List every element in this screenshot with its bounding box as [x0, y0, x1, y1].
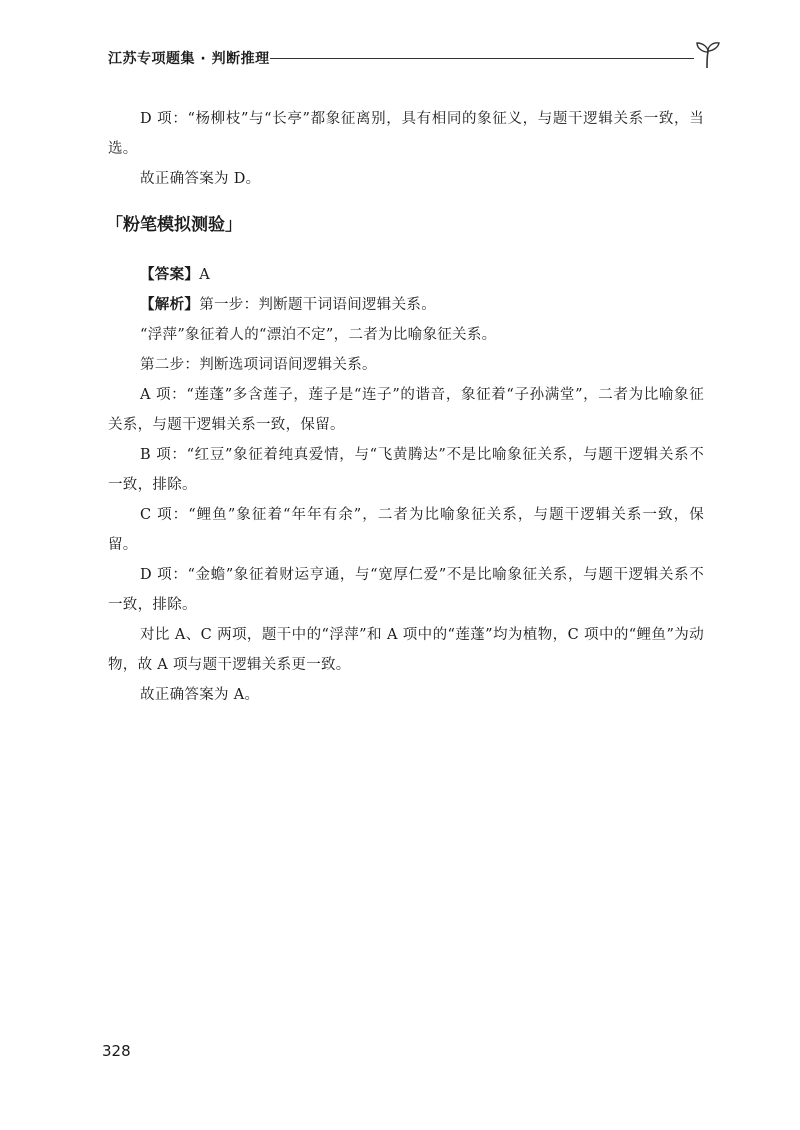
stem-relation: “浮萍”象征着人的“漂泊不定”，二者为比喻象征关系。 [140, 327, 497, 343]
sprout-icon [692, 40, 722, 70]
analysis-step1: 第一步：判断题干词语间逻辑关系。 [199, 297, 437, 313]
page-content [108, 104, 704, 710]
answer-tag: 【答案】 [140, 267, 200, 283]
section-title: 「粉笔模拟测验」 [106, 215, 242, 235]
option-d: D 项：“金蟾”象征着财运亨通，与“宽厚仁爱”不是比喻象征关系，与题干逻辑关系不一致，排除。 [108, 567, 704, 613]
analysis-tag: 【解析】 [140, 297, 200, 313]
step2: 第二步：判断选项词语间逻辑关系。 [140, 357, 377, 373]
answer-value: A [199, 267, 210, 283]
compare-paragraph: 对比 A、C 两项，题干中的“浮萍”和 A 项中的“莲蓬”均为植物，C 项中的“鲤鱼”为动物，故 A 项与题干逻辑关系更一致。 [108, 627, 704, 673]
option-c: C 项：“鲤鱼”象征着“年年有余”，二者为比喻象征关系，与题干逻辑关系一致，保留。 [108, 507, 704, 553]
prev-option-d: D 项：“杨柳枝”与“长亭”都象征离别，具有相同的象征义，与题干逻辑关系一致，当选。 [108, 111, 704, 157]
option-b: B 项：“红豆”象征着纯真爱情，与“飞黄腾达”不是比喻象征关系，与题干逻辑关系不一致，排除。 [108, 447, 704, 493]
final-answer: 故正确答案为 A。 [140, 687, 260, 703]
prev-answer-line: 故正确答案为 D。 [140, 171, 261, 187]
header-title: 江苏专项题集 · 判断推理 [108, 51, 270, 67]
option-a: A 项：“莲蓬”多含莲子，莲子是“连子”的谐音，象征着“子孙满堂”，二者为比喻象征关系，与题干逻辑关系一致，保留。 [108, 387, 704, 433]
header-rule [270, 58, 694, 59]
page-header [108, 40, 720, 76]
analysis-line [108, 290, 704, 320]
page-number: 328 [102, 1042, 131, 1060]
answer-line [108, 260, 704, 290]
